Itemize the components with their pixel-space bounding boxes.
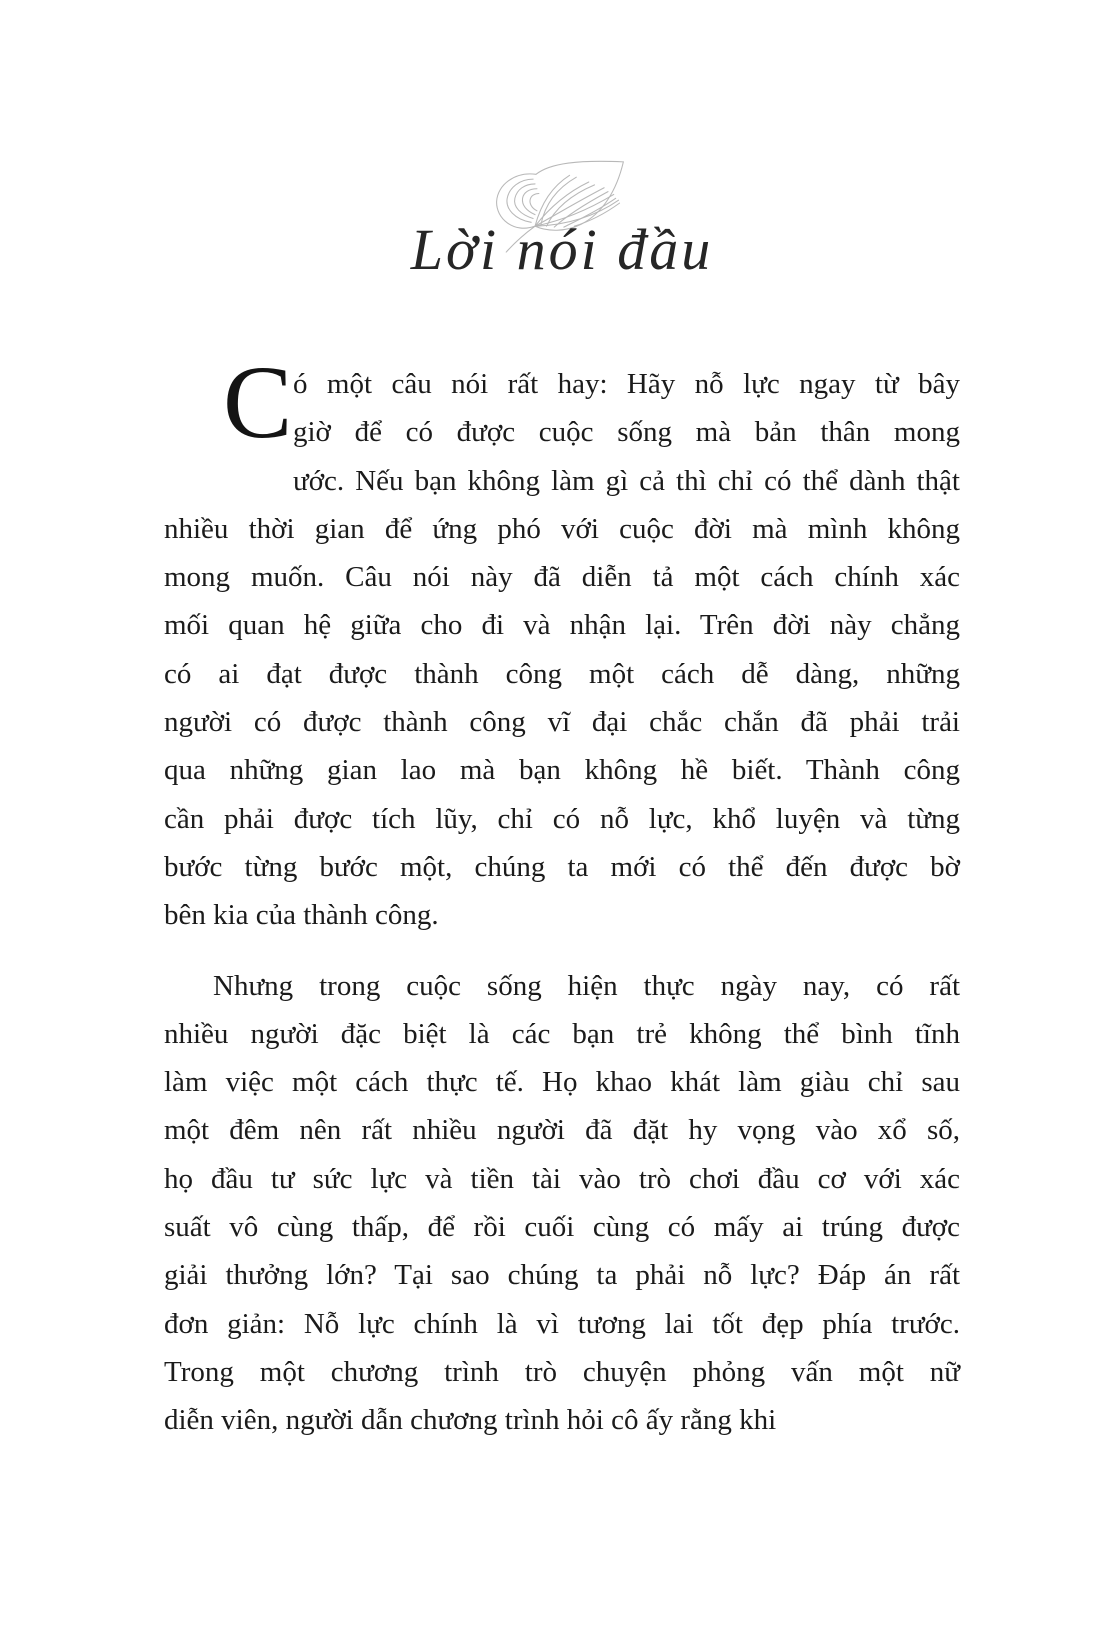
text-line: bên kia của thành công. (164, 899, 439, 932)
text-line: đơn giản: Nỗ lực chính là vì tương lai tốt đẹp phía trước. (164, 1307, 960, 1340)
text-line: diễn viên, người dẫn chương trình hỏi cô ấy rằng khi (164, 1404, 777, 1437)
text-line: có ai đạt được thành công một cách dễ dàng, những (164, 657, 960, 690)
text-line: bước từng bước một, chúng ta mới có thể đến được bờ (164, 850, 960, 883)
paragraph-1 (164, 345, 960, 940)
text-line: nhiều người đặc biệt là các bạn trẻ không thể bình tĩnh (164, 1017, 960, 1050)
text-line: nhiều thời gian để ứng phó với cuộc đời mà mình không (164, 512, 960, 545)
text-line: người có được thành công vĩ đại chắc chắn đã phải trải (164, 706, 960, 739)
text-line: Trong một chương trình trò chuyện phỏng vấn một nữ (164, 1355, 960, 1388)
text-line: qua những gian lao mà bạn không hề biết. Thành công (164, 754, 960, 787)
text-line: mong muốn. Câu nói này đã diễn tả một cách chính xác (164, 561, 960, 594)
text-line: ước. Nếu bạn không làm gì cả thì chỉ có thể dành thật (293, 464, 960, 497)
body-text (164, 345, 960, 1445)
text-line: làm việc một cách thực tế. Họ khao khát làm giàu chỉ sau (164, 1066, 960, 1099)
page-title: Lời nói đầu (410, 217, 714, 282)
text-line: suất vô cùng thấp, để rồi cuối cùng có mấy ai trúng được (164, 1211, 960, 1244)
text-line: họ đầu tư sức lực và tiền tài vào trò chơi đầu cơ với xác (164, 1162, 960, 1195)
text-line: giải thưởng lớn? Tại sao chúng ta phải nỗ lực? Đáp án rất (164, 1259, 960, 1292)
text-line: mối quan hệ giữa cho đi và nhận lại. Trên đời này chẳng (164, 609, 960, 642)
paragraph-2 (164, 962, 960, 1445)
text-line: giờ để có được cuộc sống mà bản thân mong (293, 416, 960, 449)
text-line: ó một câu nói rất hay: Hãy nỗ lực ngay từ bây (293, 368, 960, 400)
text-line: một đêm nên rất nhiều người đã đặt hy vọng vào xổ số, (164, 1114, 960, 1147)
drop-cap: C (223, 345, 293, 460)
text-line: cần phải được tích lũy, chỉ có nỗ lực, khổ luyện và từng (164, 802, 960, 835)
text-line: Nhưng trong cuộc sống hiện thực ngày nay, có rất (213, 969, 960, 1002)
